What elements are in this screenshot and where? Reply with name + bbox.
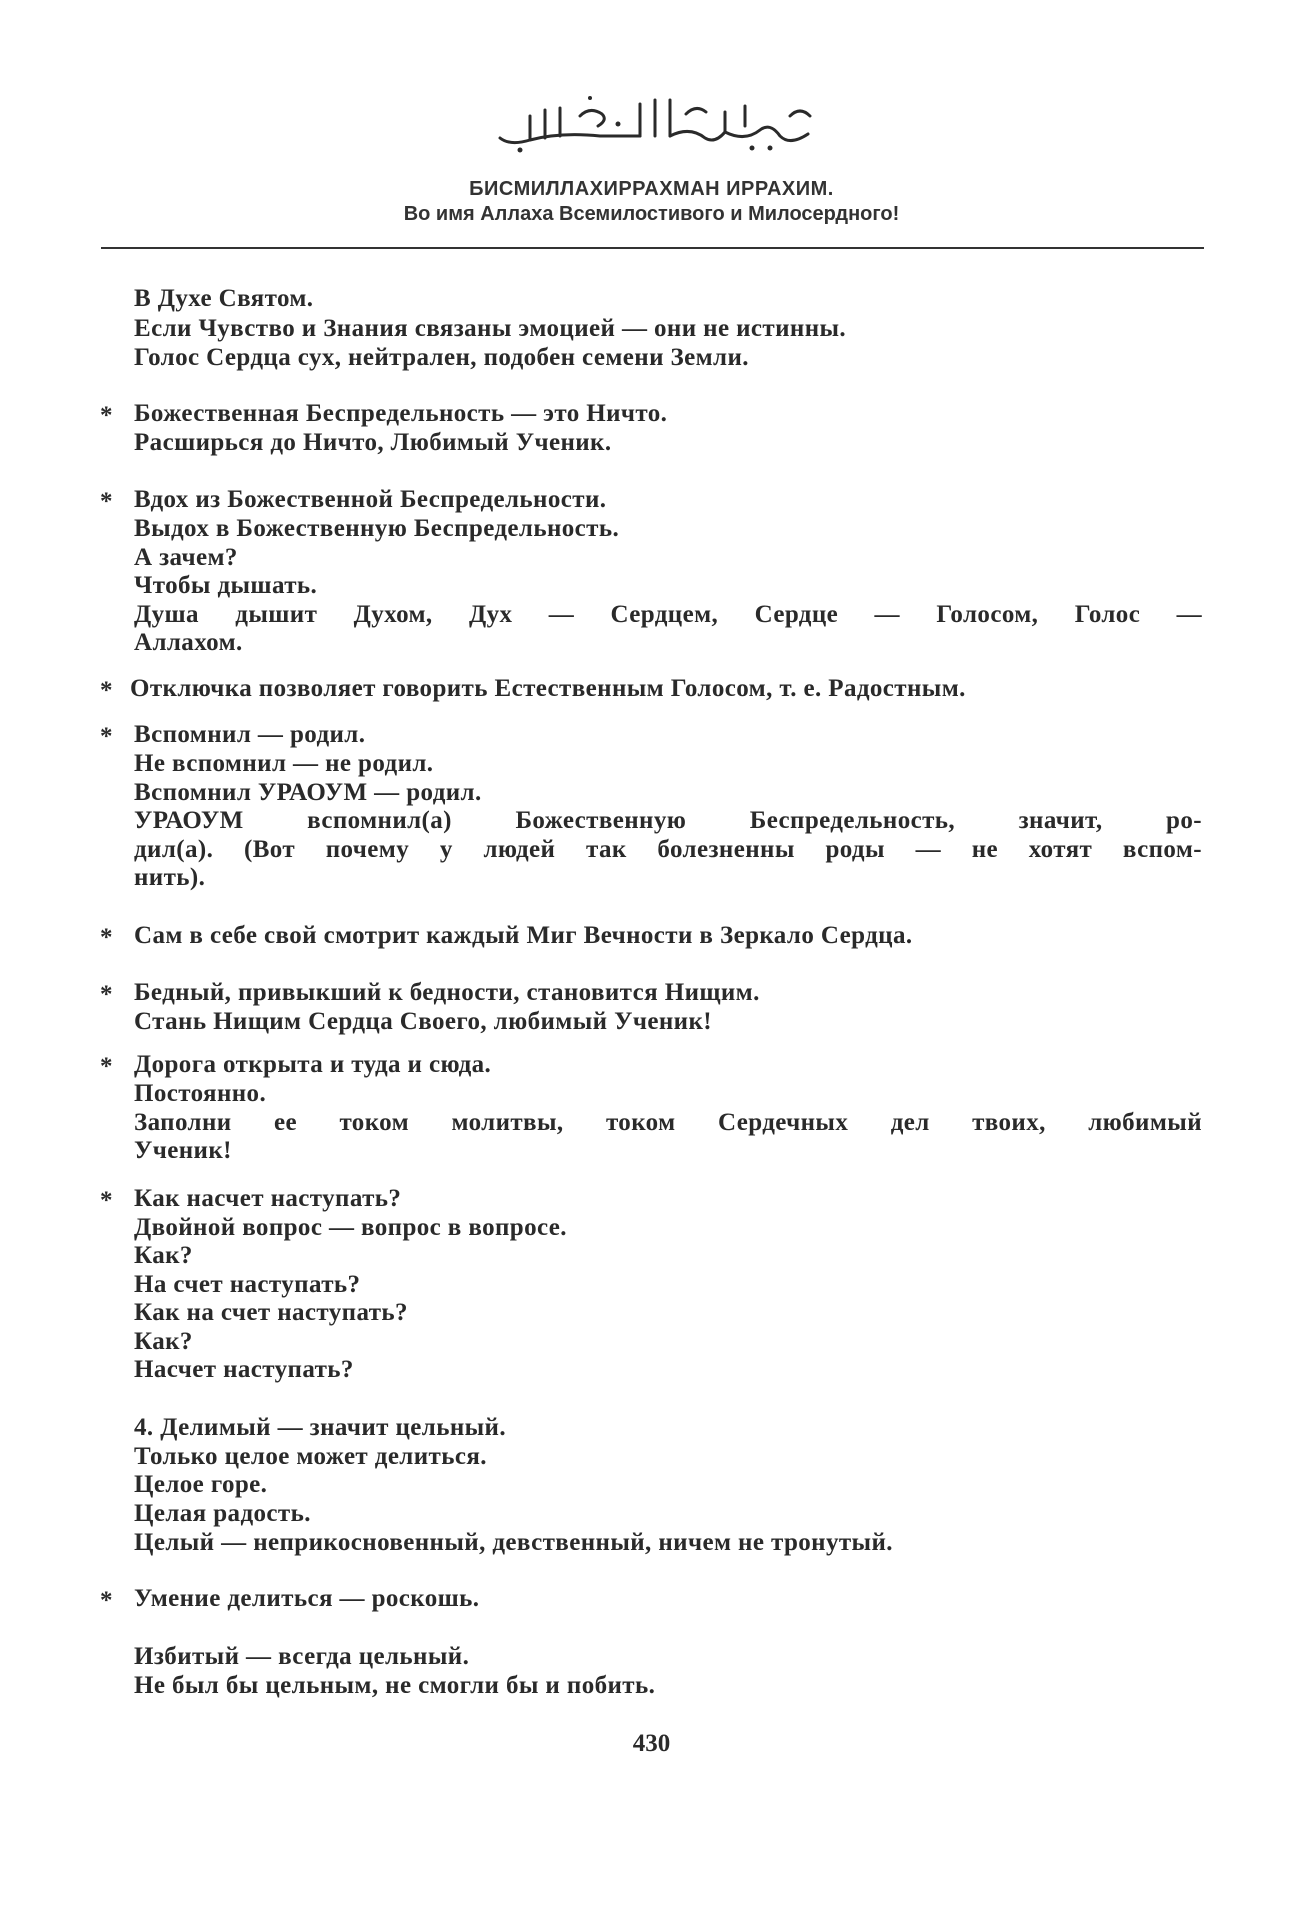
- text-line: Голос Сердца сух, нейтрален, подобен семени Земли.: [134, 344, 749, 371]
- text-line: Насчет наступать?: [134, 1356, 354, 1383]
- header-divider: [101, 247, 1204, 249]
- text-line: Двойной вопрос — вопрос в вопросе.: [134, 1214, 567, 1241]
- bullet-star: *: [100, 924, 113, 951]
- text-line: Бедный, привыкший к бедности, становится Нищим.: [134, 979, 760, 1006]
- text-line: Заполни ее током молитвы, током Сердечных дел твоих, любимый: [134, 1109, 1202, 1136]
- bullet-star: *: [100, 402, 113, 429]
- text-line: Выдох в Божественную Беспредельность.: [134, 515, 620, 542]
- text-line: Вспомнил — родил.: [134, 721, 366, 748]
- bullet-star: *: [100, 1187, 113, 1214]
- text-line: Как насчет наступать?: [134, 1185, 402, 1212]
- bullet-star: *: [100, 1053, 113, 1080]
- text-line: Как?: [134, 1328, 193, 1355]
- text-line: Избитый — всегда цельный.: [134, 1643, 470, 1670]
- text-line: Целый — неприкосновенный, девственный, ничем не тронутый.: [134, 1529, 893, 1556]
- text-line: Если Чувство и Знания связаны эмоцией — они не истинны.: [134, 315, 847, 342]
- bullet-star: *: [100, 981, 113, 1008]
- header-title: БИСМИЛЛАХИРРАХМАН ИРРАХИМ.: [469, 178, 834, 200]
- text-line: УРАОУМ вспомнил(а) Божественную Беспредельность, значит, ро-: [134, 807, 1202, 834]
- text-line: Дорога открыта и туда и сюда.: [134, 1051, 492, 1078]
- text-line: А зачем?: [134, 544, 238, 571]
- text-line: В Духе Святом.: [134, 285, 314, 312]
- text-line: Чтобы дышать.: [134, 572, 318, 599]
- text-line: Стань Нищим Сердца Своего, любимый Ученик!: [134, 1008, 712, 1035]
- text-line: Расширься до Ничто, Любимый Ученик.: [134, 429, 612, 456]
- text-line: Душа дышит Духом, Дух — Сердцем, Сердце — Голосом, Голос —: [134, 601, 1202, 628]
- bullet-star: *: [100, 677, 113, 704]
- text-line: Вдох из Божественной Беспредельности.: [134, 486, 607, 513]
- text-line: Вспомнил УРАОУМ — родил.: [134, 779, 482, 806]
- text-line: Целая радость.: [134, 1500, 311, 1527]
- header-subtitle: Во имя Аллаха Всемилостивого и Милосердного!: [403, 203, 900, 225]
- text-line: Только целое может делиться.: [134, 1443, 487, 1470]
- text-line: Постоянно.: [134, 1080, 267, 1107]
- text-line: Отключка позволяет говорить Естественным Голосом, т. е. Радостным.: [130, 675, 966, 702]
- bullet-star: *: [100, 723, 113, 750]
- bullet-star: *: [100, 1587, 113, 1614]
- text-line: Аллахом.: [134, 629, 243, 656]
- text-line: Не был бы цельным, не смогли бы и побить.: [134, 1672, 656, 1699]
- text-line: нить).: [134, 864, 206, 891]
- text-line: дил(а). (Вот почему у людей так болезненны роды — не хотят вспом-: [134, 836, 1202, 863]
- text-line: Не вспомнил — не родил.: [134, 750, 434, 777]
- text-line: Ученик!: [134, 1137, 232, 1164]
- text-line: Сам в себе свой смотрит каждый Миг Вечности в Зеркало Сердца.: [134, 922, 913, 949]
- text-line: Божественная Беспредельность — это Ничто.: [134, 400, 668, 427]
- bullet-star: *: [100, 488, 113, 515]
- text-line: Целое горе.: [134, 1471, 268, 1498]
- text-line: Умение делиться — роскошь.: [134, 1585, 480, 1612]
- text-line: На счет наступать?: [134, 1271, 361, 1298]
- text-line: 4. Делимый — значит цельный.: [134, 1414, 506, 1441]
- page-number: 430: [632, 1730, 671, 1757]
- arabic-basmala-calligraphy-icon: [490, 86, 830, 158]
- text-line: Как на счет наступать?: [134, 1299, 408, 1326]
- text-line: Как?: [134, 1242, 193, 1269]
